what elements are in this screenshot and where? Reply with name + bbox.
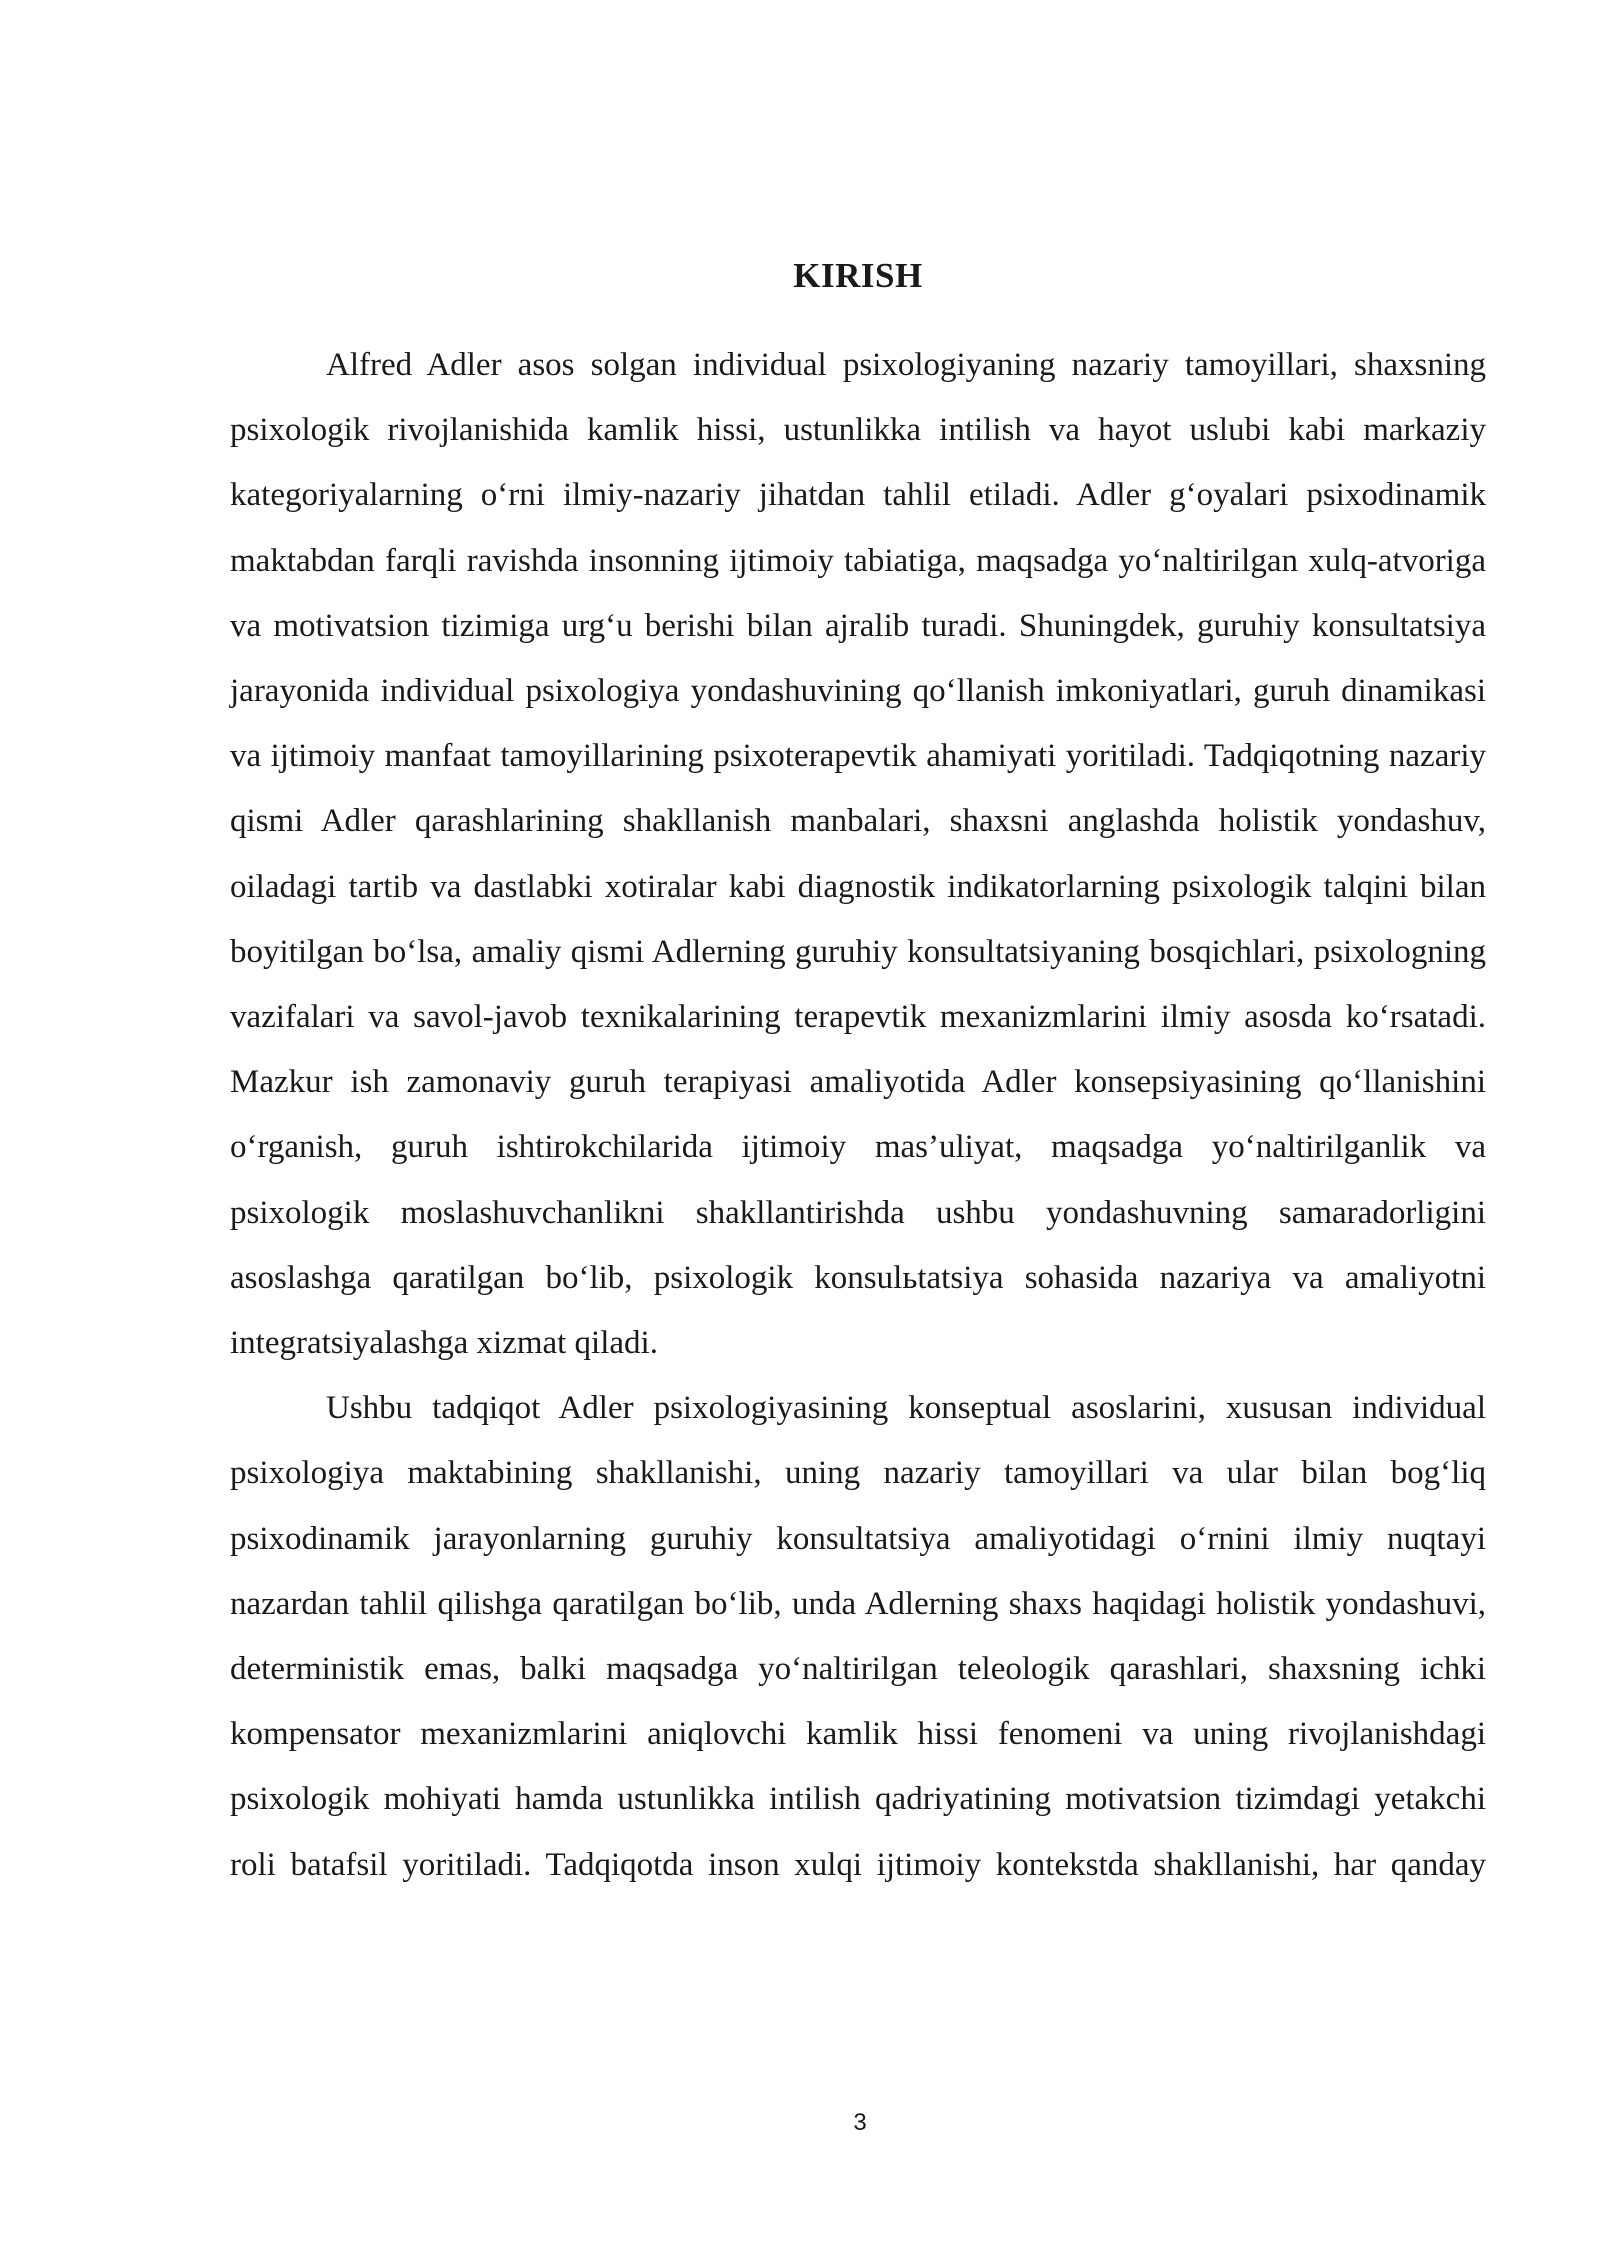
page-number: 3 (853, 2109, 867, 2136)
paragraph-1: Alfred Adler asos solgan individual psixologiyaning nazariy tamoyillari, shaxsning psixologik rivojlanishida kamlik hissi, ustunlikka intilish va hayot uslubi kabi markaziy kategoriyalarning o‘rni ilmiy-nazariy jihatdan tahlil etiladi. Adler g‘oyalari psixodinamik maktabdan farqli ravishda insonning ijtimoiy tabiatiga, maqsadga yo‘naltirilgan xulq-atvoriga va motivatsion tizimiga urg‘u berishi bilan ajralib turadi. Shuningdek, guruhiy konsultatsiya jarayonida individual psixologiya yondashuvining qo‘llanish imkoniyatlari, guruh dinamikasi va ijtimoiy manfaat tamoyillarining psixoterapevtik ahamiyati yoritiladi. Tadqiqotning nazariy qismi Adler qarashlarining shakllanish manbalari, shaxsni anglashda holistik yondashuv, oiladagi tartib va dastlabki xotiralar kabi diagnostik indikatorlarning psixologik talqini bilan boyitilgan bo‘lsa, amaliy qismi Adlerning guruhiy konsultatsiyaning bosqichlari, psixologning vazifalari va savol-javob texnikalarining terapevtik mexanizmlarini ilmiy asosda ko‘rsatadi. Mazkur ish zamonaviy guruh terapiyasi amaliyotida Adler konsepsiyasining qo‘llanishini o‘rganish, guruh ishtirokchilarida ijtimoiy mas’uliyat, maqsadga yo‘naltirilganlik va psixologik moslashuvchanlikni shakllantirishda ushbu yondashuvning samaradorligini asoslashga qaratilgan bo‘lib, psixologik konsulьtatsiya sohasida nazariya va amaliyotni integratsiyalashga xizmat qiladi. (230, 347, 1486, 1362)
paragraph-2: Ushbu tadqiqot Adler psixologiyasining konseptual asoslarini, xususan individual psixologiya maktabining shakllanishi, uning nazariy tamoyillari va ular bilan bog‘liq psixodinamik jarayonlarning guruhiy konsultatsiya amaliyotidagi o‘rnini ilmiy nuqtayi nazardan tahlil qilishga qaratilgan bo‘lib, unda Adlerning shaxs haqidagi holistik yondashuvi, deterministik emas, balki maqsadga yo‘naltirilgan teleologik qarashlari, shaxsning ichki kompensator mexanizmlarini aniqlovchi kamlik hissi fenomeni va uning rivojlanishdagi psixologik mohiyati hamda ustunlikka intilish qadriyatining motivatsion tizimdagi yetakchi roli batafsil yoritiladi. Tadqiqotda inson xulqi ijtimoiy kontekstda shakllanishi, har qanday (230, 1390, 1486, 1883)
section-heading: KIRISH (793, 256, 923, 295)
body-text (230, 333, 1486, 1898)
